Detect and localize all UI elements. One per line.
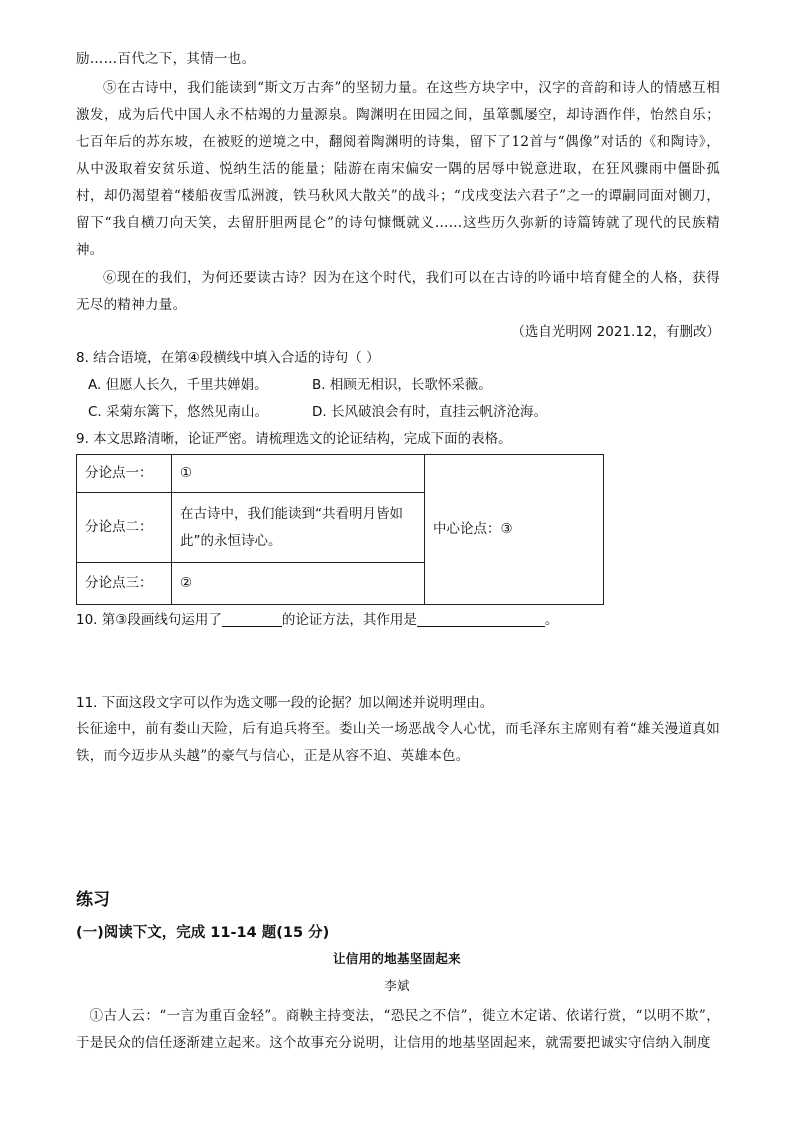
paragraph-6: ⑥现在的我们，为何还要读古诗？因为在这个时代，我们可以在古诗的吟诵中培育健全的人格，获得无尽的精神力量。 [76,270,720,313]
option-b: B. 相顾无相识，长歌怀采薇。 [312,377,492,393]
row1-label: 分论点一： [77,455,172,493]
row2-label: 分论点二： [77,493,172,563]
question-11-material: 长征途中，前有娄山天险，后有追兵将至。娄山关一场恶战令人心忧，而毛泽东主席则有着“雄关漫道真如铁，而今迈步从头越”的豪气与信心，正是从容不迫、英雄本色。 [76,721,720,764]
source-note: （选自光明网 2021.12，有删改） [511,324,720,340]
row1-answer-cell[interactable]: ① [172,455,425,493]
row2-value: 在古诗中，我们能读到“共看明月皆如此”的永恒诗心。 [172,493,425,563]
q10-text-3: 。 [544,612,559,628]
question-8-stem: 8. 结合语境，在第④段横线中填入合适的诗句（ ） [76,350,380,366]
argument-structure-table [76,454,604,605]
question-9-stem: 9. 本文思路清晰，论证严密。请梳理选文的论证结构，完成下面的表格。 [76,431,512,447]
row3-label: 分论点三： [77,563,172,605]
q10-blank-2[interactable] [417,610,545,627]
exercise-heading: 练习 [76,890,110,910]
q10-text-1: 10. 第③段画线句运用了 [76,612,222,628]
center-argument-cell[interactable]: 中心论点：③ [425,455,604,605]
option-a: A. 但愿人长久，千里共婵娟。 [88,377,268,393]
paragraph-5: ⑤在古诗中，我们能读到“斯文万古奔”的坚韧力量。在这些方块字中，汉字的音韵和诗人的情感互相激发，成为后代中国人永不枯竭的力量源泉。陶渊明在田园之间，虽箪瓢屡空，却诗酒作伴，怡然自乐；七百年后的苏东坡，在被贬的逆境之中，翻阅着陶渊明的诗集，留下了12首与“偶像”对话的《和陶诗》，从中汲取着安贫乐道、悦纳生活的能量；陆游在南宋偏安一隅的居辱中锐意进取，在狂风骤雨中僵卧孤村，却仍渴望着“楼船夜雪瓜洲渡，铁马秋风大散关”的战斗；“戊戌变法六君子”之一的谭嗣同面对铡刀，留下“我自横刀向天笑，去留肝胆两昆仑”的诗句慷慨就义……这些历久弥新的诗篇铸就了现代的民族精神。 [76,80,720,258]
question-10 [76,607,558,634]
option-c: C. 采菊东篱下，悠然见南山。 [88,404,269,420]
row3-answer-cell[interactable]: ② [172,563,425,605]
article-title: 让信用的地基坚固起来 [332,951,461,966]
q10-blank-1[interactable] [222,610,282,627]
q10-text-2: 的论证方法，其作用是 [281,612,417,628]
option-d: D. 长风破浪会有时，直挂云帆济沧海。 [312,404,547,420]
question-11-stem: 11. 下面这段文字可以作为选文哪一段的论据？加以阐述并说明理由。 [76,695,494,711]
passage-line: 励……百代之下，其情一也。 [76,51,256,67]
section-heading: (一)阅读下文，完成 11-14 题(15 分) [76,925,330,941]
article-author: 李斌 [384,978,410,993]
article-paragraph-1: ①古人云：“一言为重百金轻”。商鞅主持变法，“恐民之不信”，徙立木定诺、依诺行赏，“以明不欺”，于是民众的信任逐渐建立起来。这个故事充分说明，让信用的地基坚固起来，就需要把诚实守信纳入制度 [76,1008,720,1051]
